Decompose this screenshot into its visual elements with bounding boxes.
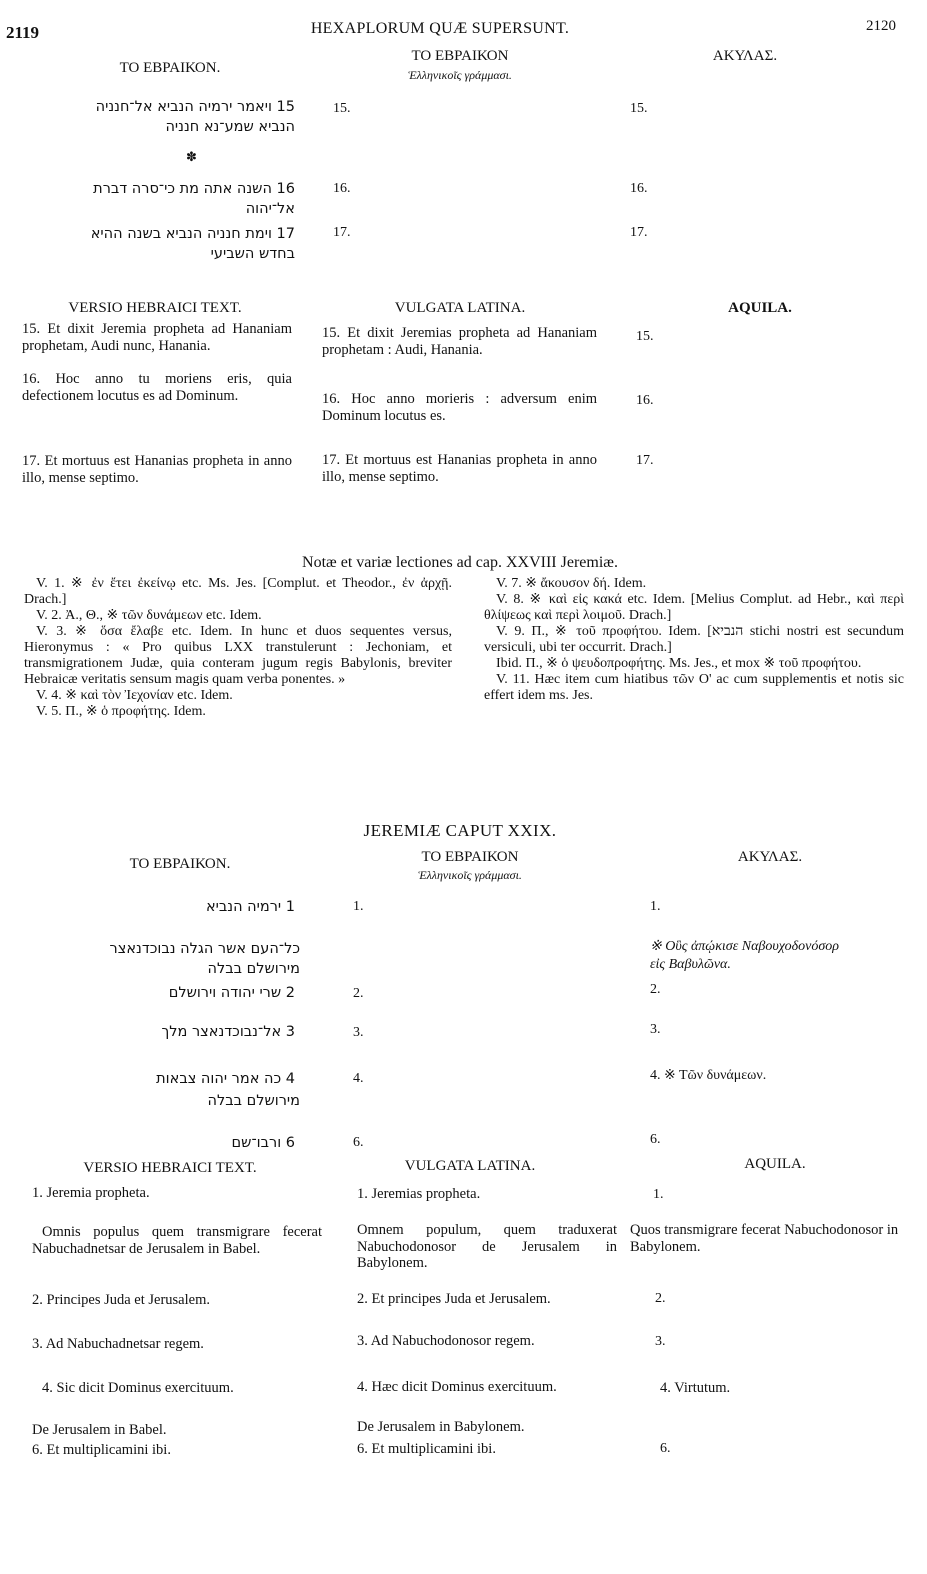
note-v2: V. 2. Ἀ., Θ., ※ τῶν δυνάμεων etc. Idem. — [36, 608, 262, 623]
col-hebrew-heading: ΤΟ ΕΒΡΑΙΚΟΝ. — [119, 60, 221, 76]
latin-hebrew-v17: 17. Et mortuus est Hananias propheta in anno illo, mense septimo. — [22, 453, 292, 486]
latin2-vulgate-v3: 3. Ad Nabuchodonosor regem. — [357, 1333, 535, 1349]
latin2-hebrew-v4b: De Jerusalem in Babel. — [32, 1422, 167, 1438]
latin2-vulgate-v1b: Omnem populum, quem traduxerat Nabuchodonosor de Jerusalem in Babylonem. — [357, 1222, 617, 1271]
latin-vulgate-v16: 16. Hoc anno morieris : adversum enim Dominum locutus es. — [322, 391, 597, 424]
chapter-hebrew-v2: 2 שרי יהודה וירושלם — [168, 985, 295, 1001]
notes-left-column — [24, 576, 452, 720]
latin-hebrew-v16: 16. Hoc anno tu moriens eris, quia defectionem locutus es ad Dominum. — [22, 371, 292, 404]
greek-letters-num-15: 15. — [333, 101, 351, 116]
latin-hebrew-v15: 15. Et dixit Jeremia propheta ad Hananiam prophetam, Audi nunc, Hanania. — [22, 321, 292, 354]
hebrew-v15-line1: 15 ויאמר ירמיה הנביא אל־חנניה — [95, 99, 295, 115]
chapter-hebrew-v1b-line2: מירושלם בבלה — [207, 961, 300, 977]
chapter-hebrew-v4-line2: מירושלם בבלה — [207, 1093, 300, 1109]
latin2-vulgate-v1: 1. Jeremias propheta. — [357, 1186, 481, 1202]
latin2-hebrew-v1b: Omnis populus quem transmigrare fecerat Nabuchadnetsar de Jerusalem in Babel. — [32, 1224, 322, 1257]
chapter-hebrew-v1b-line1: כל־העם אשר הגלה נבוכדנאצר — [109, 941, 300, 957]
col-aquila-heading: ΑΚΥΛΑΣ. — [712, 48, 778, 64]
latin-col-hebrew-heading: VERSIO HEBRAICI TEXT. — [68, 300, 242, 316]
page-number-right: 2120 — [866, 18, 896, 34]
latin2-hebrew-v2: 2. Principes Juda et Jerusalem. — [32, 1292, 210, 1308]
note-v1: V. 1. ※ ἐν ἔτει ἐκείνῳ etc. Ms. Jes. [Complut. et Theodor., ἐν ἀρχῇ. Drach.] — [24, 576, 452, 607]
latin2-vulgate-v2: 2. Et principes Juda et Jerusalem. — [357, 1291, 551, 1307]
hebrew-v17-line1: 17 וימת חנניה הנביא בשנה ההיא — [90, 226, 295, 242]
chapter-greek-letters-num-2: 2. — [353, 986, 364, 1001]
chapter-title: JEREMIÆ CAPUT XXIX. — [363, 821, 557, 840]
latin2-vulgate-v6: 6. Et multiplicamini ibi. — [357, 1441, 496, 1457]
col-greek-letters-subheading: Ἑλληνικοῖς γράμμασι. — [408, 68, 512, 82]
hebrew-v16-line1: 16 השנה אתה מת כי־סרה דברת — [93, 181, 295, 197]
latin2-aquila-v4: 4. Virtutum. — [660, 1380, 731, 1396]
chapter-hebrew-v1: 1 ירמיה הנביא — [205, 899, 295, 915]
latin2-col-hebrew-heading: VERSIO HEBRAICI TEXT. — [83, 1160, 257, 1176]
latin2-aquila-v1: 1. — [653, 1187, 664, 1202]
latin-aquila-v17: 17. — [636, 453, 654, 468]
note-v5: V. 5. Π., ※ ὁ προφήτης. Idem. — [36, 704, 206, 719]
latin2-col-vulgate-heading: VULGATA LATINA. — [404, 1158, 536, 1174]
notes-right-column — [484, 576, 904, 704]
latin-col-aquila-heading: AQUILA. — [728, 300, 792, 316]
latin2-hebrew-v4a: 4. Sic dicit Dominus exercituum. — [42, 1380, 234, 1396]
chapter-col-aquila-heading: ΑΚΥΛΑΣ. — [737, 849, 803, 865]
latin-aquila-v16: 16. — [636, 393, 654, 408]
chapter-aquila-num-6: 6. — [650, 1132, 661, 1147]
chapter-greek-letters-num-6: 6. — [353, 1135, 364, 1150]
col-greek-letters-heading: ΤΟ ΕΒΡΑΙΚΟΝ — [411, 48, 509, 64]
chapter-hebrew-v4-line1: 4 כה אמר יהוה צבאות — [156, 1071, 295, 1087]
asterisk-mark: ✽ — [186, 149, 197, 164]
latin-aquila-v15: 15. — [636, 329, 654, 344]
latin2-vulgate-v4b: De Jerusalem in Babylonem. — [357, 1419, 525, 1435]
aquila-num-17: 17. — [630, 225, 648, 240]
note-v9: V. 9. Π., ※ τοῦ προφήτου. Idem. [הנביא stichi nostri est secundum versiculi, ubi ter occurrit. Drach.] — [484, 624, 904, 655]
latin-vulgate-v17: 17. Et mortuus est Hananias propheta in anno illo, mense septimo. — [322, 452, 597, 485]
latin2-hebrew-v3: 3. Ad Nabuchadnetsar regem. — [32, 1336, 204, 1352]
chapter-aquila-num-3: 3. — [650, 1022, 661, 1037]
latin2-vulgate-v4a: 4. Hæc dicit Dominus exercituum. — [357, 1379, 557, 1395]
chapter-col-greek-letters-heading: ΤΟ ΕΒΡΑΙΚΟΝ — [421, 849, 519, 865]
greek-letters-num-16: 16. — [333, 181, 351, 196]
latin2-aquila-v2: 2. — [655, 1291, 666, 1306]
chapter-col-greek-letters-subheading: Ἑλληνικοῖς γράμμασι. — [418, 868, 522, 882]
page-number-left: 2119 — [6, 23, 40, 42]
latin-col-vulgate-heading: VULGATA LATINA. — [394, 300, 526, 316]
latin2-col-aquila-heading: AQUILA. — [744, 1156, 806, 1172]
chapter-aquila-v1b-line2: εἰς Βαβυλῶνα. — [650, 957, 731, 972]
note-v7: V. 7. ※ ἄκουσον δή. Idem. — [496, 576, 647, 591]
latin2-aquila-v3: 3. — [655, 1334, 666, 1349]
chapter-hebrew-v6: 6 ורבו־שם — [231, 1135, 295, 1151]
running-title: HEXAPLORUM QUÆ SUPERSUNT. — [310, 20, 570, 37]
chapter-aquila-v1b-line1: ※ Οὓς ἀπῴκισε Ναβουχοδονόσορ — [650, 939, 840, 954]
chapter-aquila-num-1: 1. — [650, 899, 661, 914]
latin2-hebrew-v6: 6. Et multiplicamini ibi. — [32, 1442, 171, 1458]
chapter-greek-letters-num-3: 3. — [353, 1025, 364, 1040]
chapter-greek-letters-num-1: 1. — [353, 899, 364, 914]
latin2-aquila-v6: 6. — [660, 1441, 671, 1456]
chapter-greek-letters-num-4: 4. — [353, 1071, 364, 1086]
chapter-aquila-num-2: 2. — [650, 982, 661, 997]
chapter-aquila-num-4: 4. ※ Τῶν δυνάμεων. — [650, 1068, 767, 1083]
note-v8: V. 8. ※ καὶ εἰς κακά etc. Idem. [Melius Complut. ad Hebr., καὶ περὶ θλίψεως καὶ περὶ λοιμοῦ. Drach.] — [484, 592, 904, 623]
latin2-hebrew-v1: 1. Jeremia propheta. — [32, 1185, 150, 1201]
hebrew-v15-line2: הנביא שמע־נא חנניה — [165, 119, 295, 135]
latin2-aquila-v1b: Quos transmigrare fecerat Nabuchodonosor in Babylonem. — [630, 1222, 899, 1255]
note-v3: V. 3. ※ ὅσα ἔλαβε etc. Idem. In hunc et duos sequentes versus, Hieronymus : « Pro quibus LXX transtulerunt : Jechoniam, et transmigrationem Judæ, quia conteram jugum regis Babylonis, breviter Hebraicæ veritatis sensum magis quam verba ponentes. » — [24, 624, 452, 687]
chapter-col-hebrew-heading: ΤΟ ΕΒΡΑΙΚΟΝ. — [129, 856, 231, 872]
hebrew-v16-line2: אל־יהוה — [245, 201, 295, 217]
note-v11: V. 11. Hæc item cum hiatibus τῶν Ο' ac cum supplementis et notis sic effert idem ms. Jes. — [484, 672, 904, 703]
aquila-num-16: 16. — [630, 181, 648, 196]
hebrew-v17-line2: בחדש השביעי — [210, 246, 295, 262]
greek-letters-num-17: 17. — [333, 225, 351, 240]
aquila-num-15: 15. — [630, 101, 648, 116]
latin-vulgate-v15: 15. Et dixit Jeremias propheta ad Hananiam prophetam : Audi, Hanania. — [322, 325, 597, 358]
chapter-hebrew-v3: 3 אל־נבוכדנאצר מלך — [161, 1024, 295, 1040]
note-v4: V. 4. ※ καὶ τὸν Ἰεχονίαν etc. Idem. — [36, 688, 233, 703]
notes-title: Notæ et variæ lectiones ad cap. XXVIII Jeremiæ. — [302, 554, 618, 571]
note-v9-ibid: Ibid. Π., ※ ὁ ψευδοπροφήτης. Ms. Jes., et mox ※ τοῦ προφήτου. — [496, 656, 862, 671]
